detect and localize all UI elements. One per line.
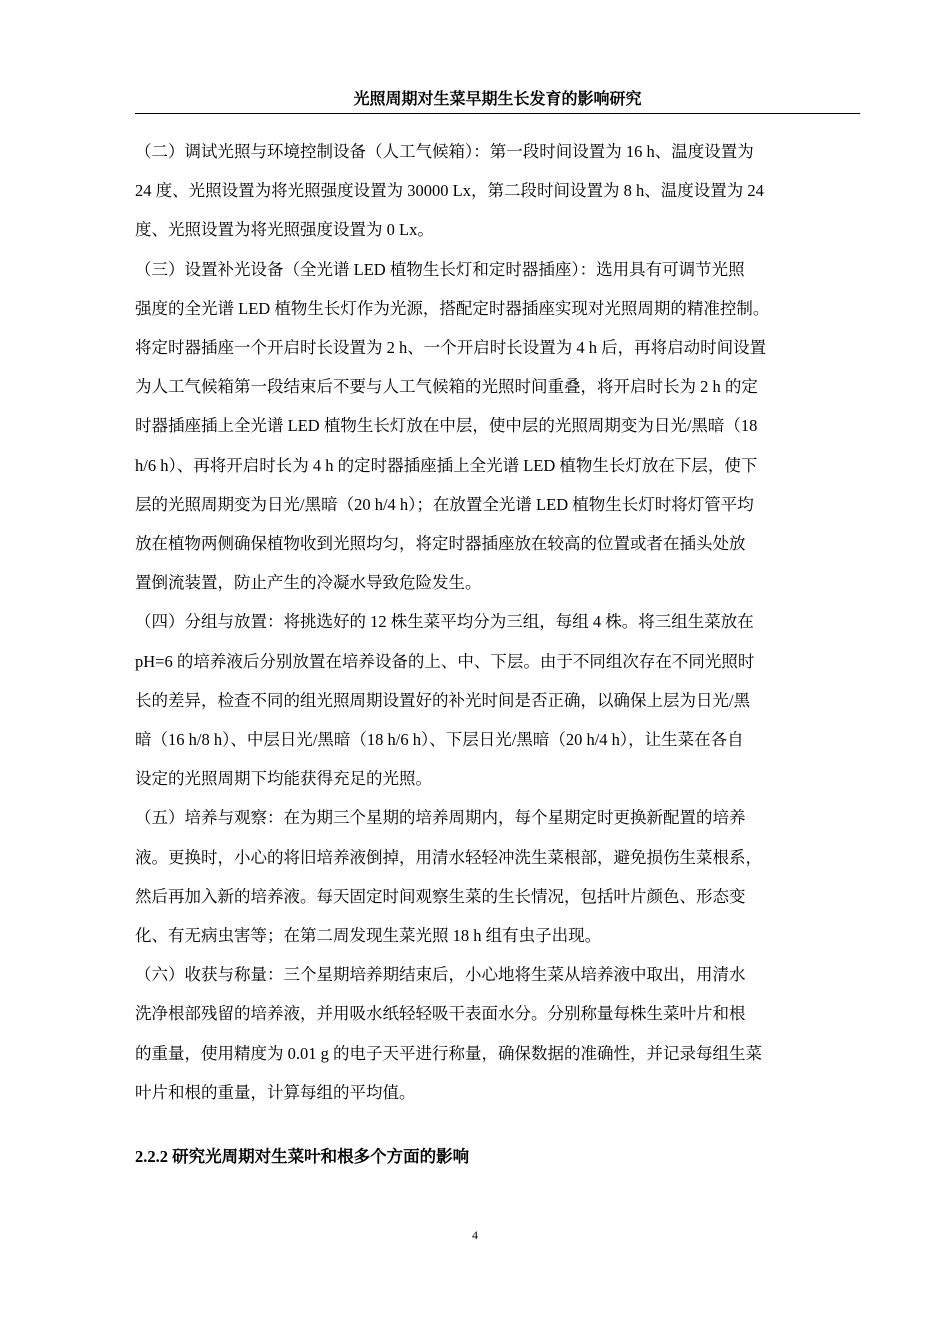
text-line: 置倒流装置，防止产生的冷凝水导致危险发生。 [135, 573, 482, 593]
text-line: （四）分组与放置：将挑选好的 12 株生菜平均分为三组，每组 4 株。将三组生菜放在 [135, 612, 754, 632]
text-line: 叶片和根的重量，计算每组的平均值。 [135, 1082, 416, 1102]
text-line: （二）调试光照与环境控制设备（人工气候箱）：第一段时间设置为 16 h、温度设置为 [135, 142, 754, 161]
paragraph-step-3 [135, 250, 875, 603]
text-line: 时器插座插上全光谱 LED 植物生长灯放在中层，使中层的光照周期变为日光/黑暗（18 [135, 416, 758, 436]
paragraph-step-2 [135, 132, 875, 250]
text-line: （三）设置补光设备（全光谱 LED 植物生长灯和定时器插座）：选用具有可调节光照 [135, 259, 745, 279]
text-line: 洗净根部残留的培养液，并用吸水纸轻轻吸干表面水分。分别称量每株生菜叶片和根 [135, 1004, 746, 1024]
text-line: 液。更换时，小心的将旧培养液倒掉，用清水轻轻冲洗生菜根部，避免损伤生菜根系， [135, 847, 762, 867]
text-line: 暗（16 h/8 h）、中层日光/黑暗（18 h/6 h）、下层日光/黑暗（20 h/4 h），让生菜在各自 [135, 730, 744, 750]
text-line: 24 度、光照设置为将光照强度设置为 30000 Lx，第二段时间设置为 8 h、温度设置为 24 [135, 181, 764, 201]
text-line: 然后再加入新的培养液。每天固定时间观察生菜的生长情况，包括叶片颜色、形态变 [135, 886, 746, 906]
text-line: 度、光照设置为将光照强度设置为 0 Lx。 [135, 220, 434, 240]
text-line: （五）培养与观察：在为期三个星期的培养周期内，每个星期定时更换新配置的培养 [135, 808, 746, 828]
text-line: （六）收获与称量：三个星期培养期结束后，小心地将生菜从培养液中取出，用清水 [135, 965, 746, 985]
text-line: 设定的光照周期下均能获得充足的光照。 [135, 769, 432, 789]
running-header-title: 光照周期对生菜早期生长发育的影响研究 [353, 91, 642, 108]
text-line: 长的差异，检查不同的组光照周期设置好的补光时间是否正确，以确保上层为日光/黑 [135, 690, 751, 710]
text-line: pH=6 的培养液后分别放置在培养设备的上、中、下层。由于不同组次存在不同光照时 [135, 651, 755, 671]
text-line: h/6 h）、再将开启时长为 4 h 的定时器插座插上全光谱 LED 植物生长灯放在下层，使下 [135, 455, 758, 475]
header-divider [135, 113, 860, 114]
text-line: 的重量，使用精度为 0.01 g 的电子天平进行称量，确保数据的准确性，并记录每组生菜 [135, 1043, 762, 1063]
page-number: 4 [472, 1228, 478, 1242]
paragraph-step-6 [135, 955, 875, 1112]
section-heading: 2.2.2 研究光周期对生菜叶和根多个方面的影响 [135, 1147, 470, 1166]
body-text [135, 132, 875, 1112]
paragraph-step-4 [135, 602, 875, 798]
text-line: 为人工气候箱第一段结束后不要与人工气候箱的光照时间重叠，将开启时长为 2 h 的定 [135, 377, 758, 397]
text-line: 层的光照周期变为日光/黑暗（20 h/4 h）；在放置全光谱 LED 植物生长灯时将灯管平均 [135, 494, 754, 514]
text-line: 强度的全光谱 LED 植物生长灯作为光源，搭配定时器插座实现对光照周期的精准控制。 [135, 298, 770, 318]
text-line: 放在植物两侧确保植物收到光照均匀，将定时器插座放在较高的位置或者在插头处放 [135, 534, 746, 554]
text-line: 化、有无病虫害等；在第二周发现生菜光照 18 h 组有虫子出现。 [135, 926, 602, 946]
paragraph-step-5 [135, 798, 875, 955]
text-line: 将定时器插座一个开启时长设置为 2 h、一个开启时长设置为 4 h 后，再将启动时间设置 [135, 338, 767, 358]
